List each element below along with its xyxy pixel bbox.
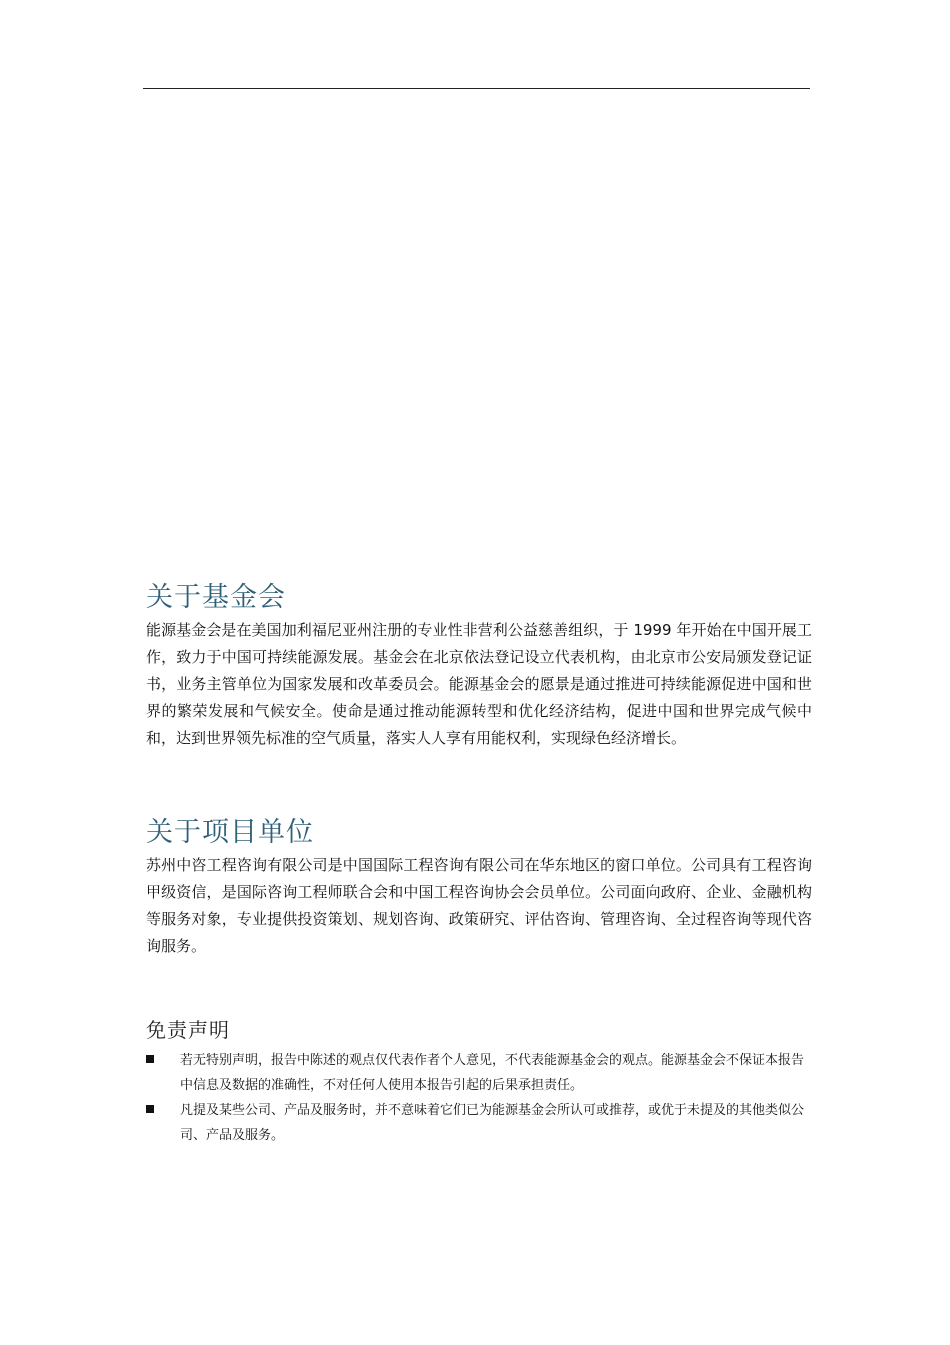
square-bullet-icon bbox=[146, 1105, 154, 1113]
about-foundation-body: 能源基金会是在美国加利福尼亚州注册的专业性非营利公益慈善组织，于 1999 年开始在中国开展工作，致力于中国可持续能源发展。基金会在北京依法登记设立代表机构，由北京市公安局颁发登记证书，业务主管单位为国家发展和改革委员会。能源基金会的愿景是通过推进可持续能源促进中国和世界的繁荣发展和气候安全。使命是通过推动能源转型和优化经济结构，促进中国和世界完成气候中和，达到世界领先标准的空气质量，落实人人享有用能权利，实现绿色经济增长。 bbox=[146, 621, 812, 747]
about-project-unit-body: 苏州中咨工程咨询有限公司是中国国际工程咨询有限公司在华东地区的窗口单位。公司具有工程咨询甲级资信，是国际咨询工程师联合会和中国工程咨询协会会员单位。公司面向政府、企业、金融机构等服务对象，专业提供投资策划、规划咨询、政策研究、评估咨询、管理咨询、全过程咨询等现代咨询服务。 bbox=[146, 856, 812, 955]
header-rule bbox=[143, 88, 810, 89]
disclaimer-section bbox=[146, 1016, 812, 1148]
about-project-unit-title: 关于项目单位 bbox=[146, 817, 314, 848]
about-foundation-title: 关于基金会 bbox=[146, 582, 286, 613]
disclaimer-item-text: 若无特别声明，报告中陈述的观点仅代表作者个人意见，不代表能源基金会的观点。能源基金会不保证本报告中信息及数据的准确性，不对任何人使用本报告引起的后果承担责任。 bbox=[180, 1053, 805, 1093]
disclaimer-item bbox=[146, 1048, 812, 1098]
about-foundation-section bbox=[146, 581, 812, 752]
about-project-unit-section bbox=[146, 816, 812, 960]
disclaimer-item bbox=[146, 1098, 812, 1148]
disclaimer-title: 免责声明 bbox=[146, 1018, 230, 1042]
disclaimer-item-text: 凡提及某些公司、产品及服务时，并不意味着它们已为能源基金会所认可或推荐，或优于未提及的其他类似公司、产品及服务。 bbox=[180, 1103, 805, 1143]
square-bullet-icon bbox=[146, 1055, 154, 1063]
